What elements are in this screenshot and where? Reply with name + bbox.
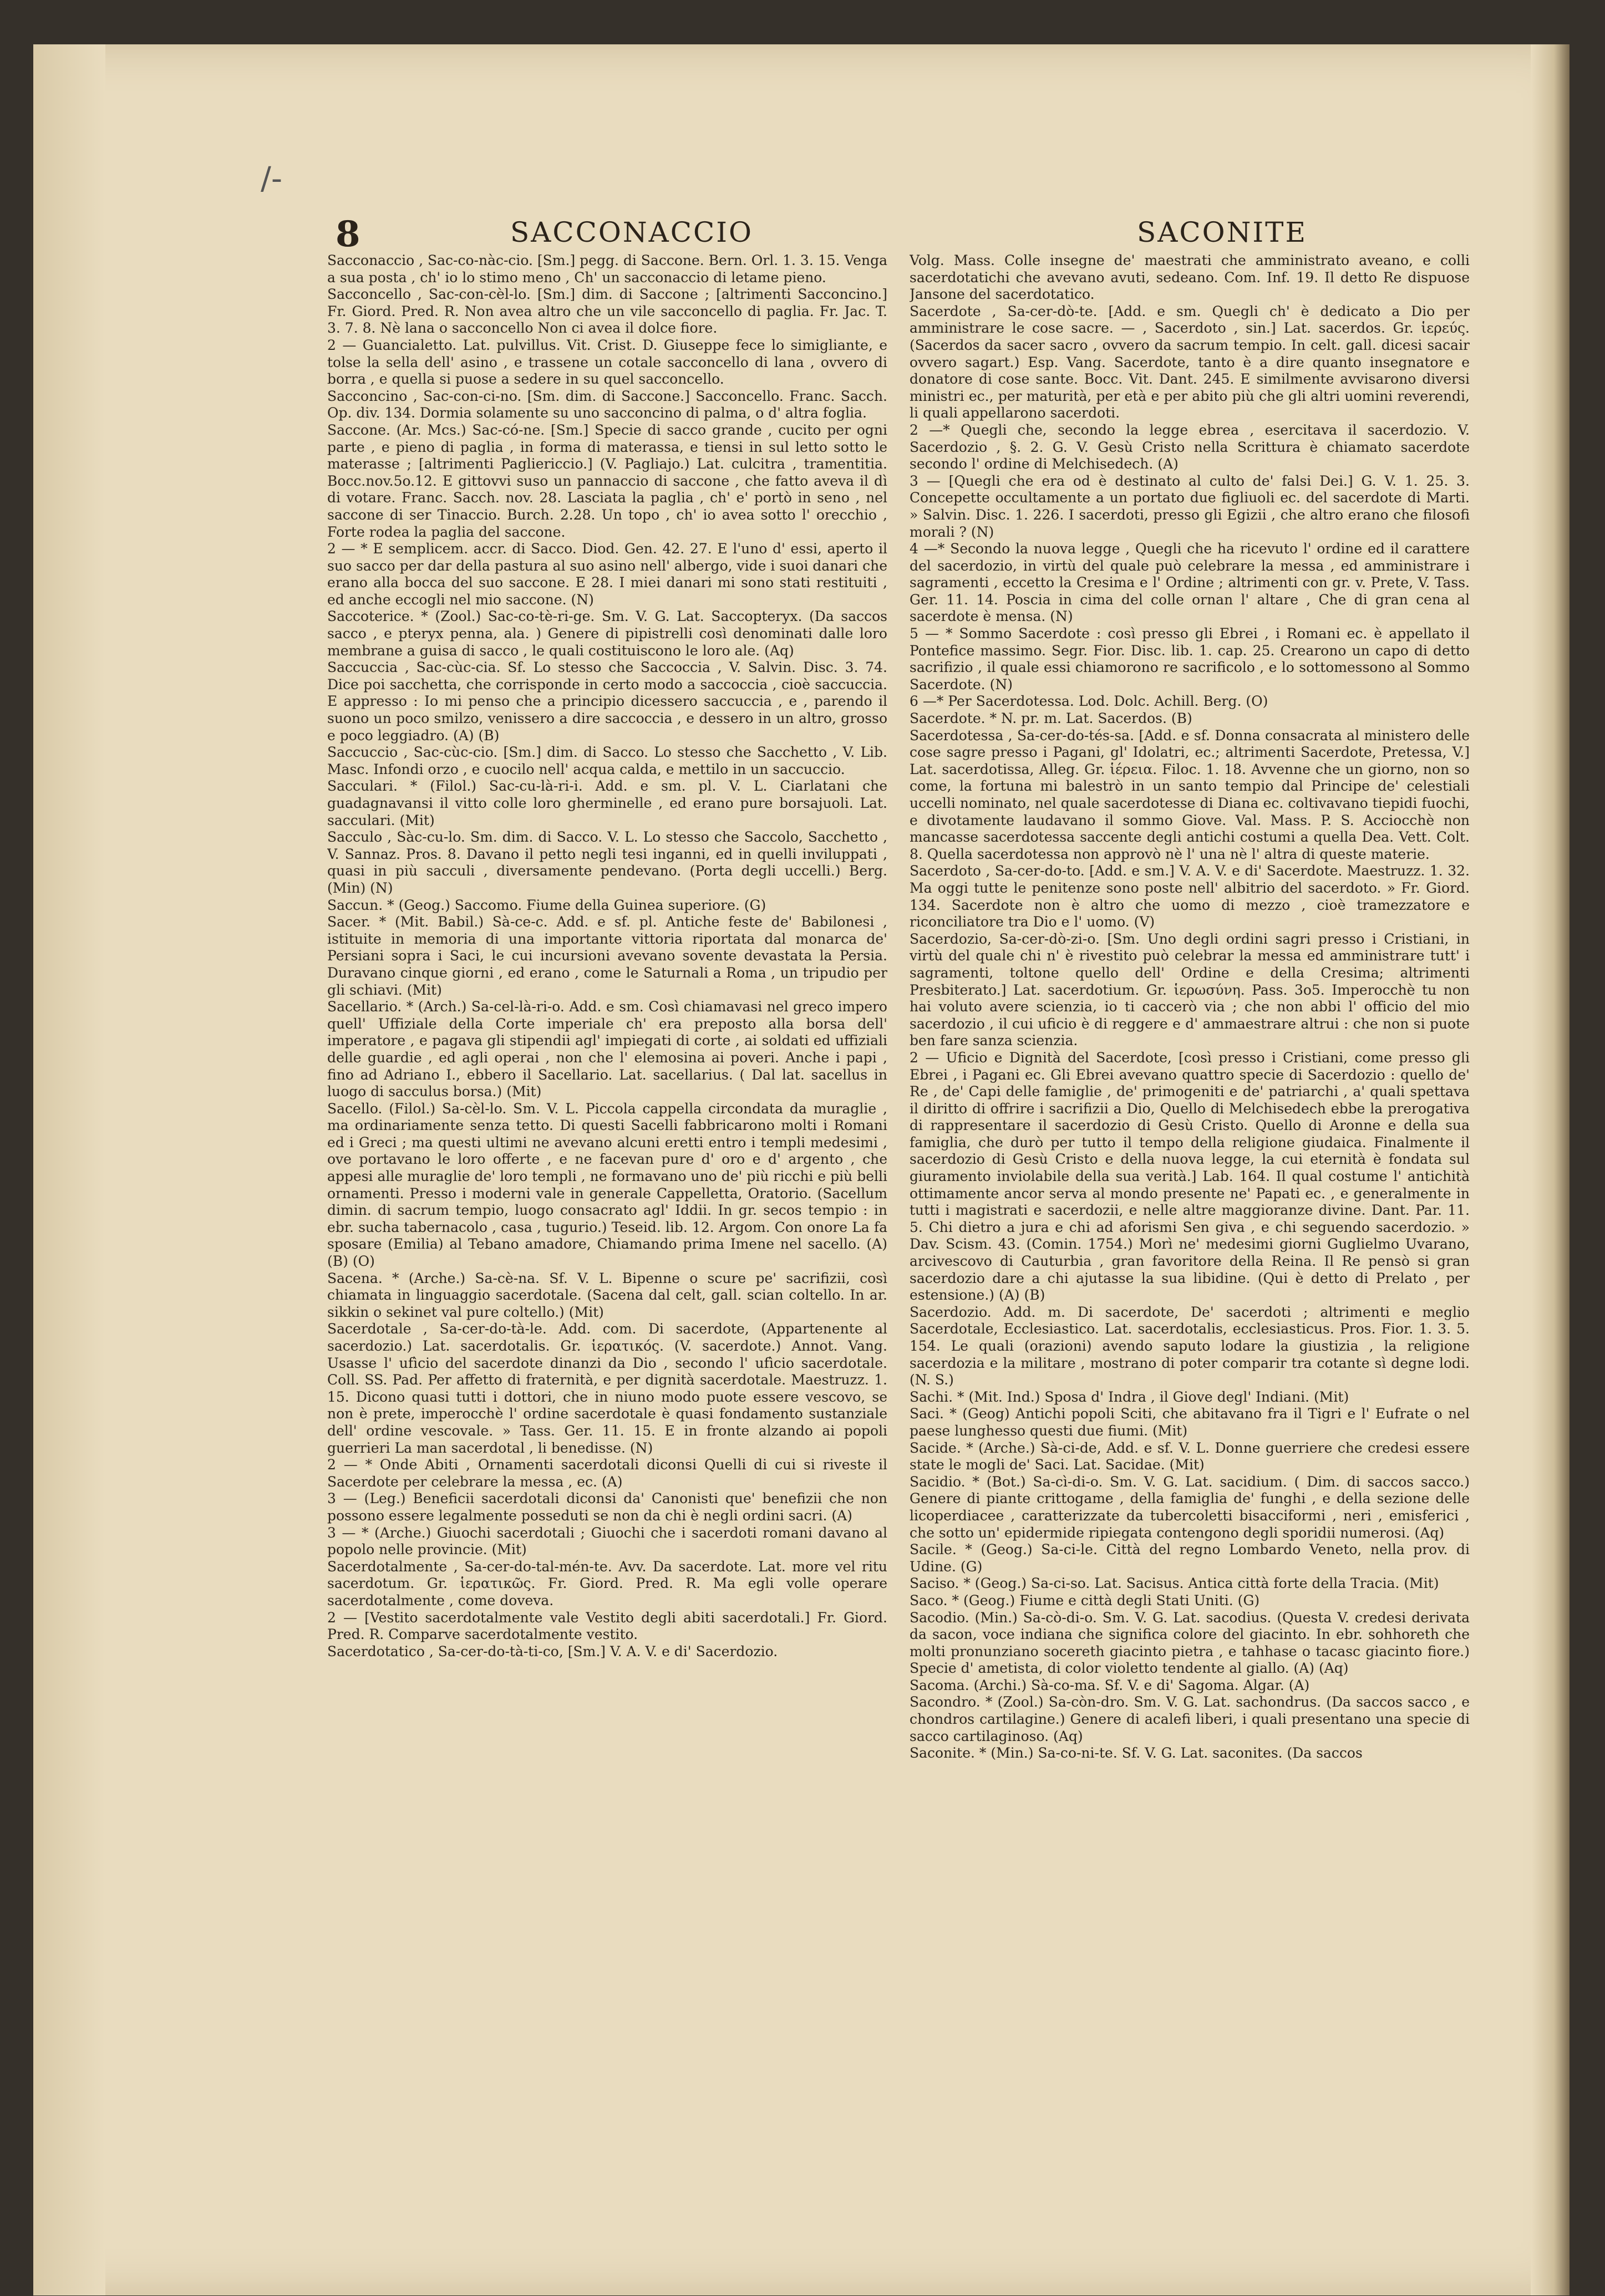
dictionary-entry: Sacena. * (Arche.) Sa-cè-na. Sf. V. L. Bipenne o scure pe' sacrifizii, così chiamata in linguaggio sacerdotale. (Sacena dal celt, gall. scian coltello. In ar. sikkin o sekinet val pure coltello.) (Mit) — [327, 1270, 887, 1320]
dictionary-entry: Sacer. * (Mit. Babil.) Sà-ce-c. Add. e sf. pl. Antiche feste de' Babilonesi , istituite in memoria di una importante vittoria riportata dal monarca de' Persiani sopra i Saci, le cui incursioni avevano sovente devastata la Persia. Duravano cinque giorni , ed erano , come le Saturnali a Roma , un tripudio per gli schiavi. (Mit) — [327, 914, 887, 998]
book-spine-shadow — [1531, 44, 1570, 2295]
dictionary-entry: Saciso. * (Geog.) Sa-ci-so. Lat. Sacisus. Antica città forte della Tracia. (Mit) — [910, 1575, 1439, 1592]
dictionary-entry: Sacile. * (Geog.) Sa-ci-le. Città del regno Lombardo Veneto, nella prov. di Udine. (G) — [910, 1541, 1470, 1575]
dictionary-entry: 2 — [Vestito sacerdotalmente vale Vestito degli abiti sacerdotali.] Fr. Giord. Pred. R. Comparve sacerdotalmente vestito. — [327, 1609, 887, 1643]
dictionary-entry: Sacello. (Filol.) Sa-cèl-lo. Sm. V. L. Piccola cappella circondata da muraglie , ma ordinariamente senza tetto. Di questi Sacelli fabbricarono molti i Romani ed i Greci ; ma questi ultimi ne avevano alcuni eretti entro i templi medesimi , ove portavano le loro offerte , e ne facevan pure d' oro e d' argento , che appesi alle muraglie de' loro templi , ne formavano uno de' più ricchi e più belli ornamenti. Presso i moderni vale in generale Cappelletta, Oratorio. (Sacellum dimin. di sacrum tempio, luogo consacrato agl' Iddii. In gr. secos tempio : in ebr. sucha tabernacolo , casa , tugurio.) Teseid. lib. 12. Argom. Con onore La fa sposare (Emilia) al Tebano amadore, Chiamando prima Imene nel sacello. (A) (B) (O) — [327, 1100, 887, 1270]
dictionary-entry: Sacellario. * (Arch.) Sa-cel-là-ri-o. Add. e sm. Così chiamavasi nel greco impero quell' Uffiziale della Corte imperiale ch' era preposto alla borsa dell' imperatore , e pagava gli stipendii agl' impiegati di corte , ai soldati ed uffiziali delle guardie , ed agli operai , non che l' elemosina ai poveri. Anche i papi , fino ad Adriano I., ebbero il Sacellario. Lat. sacellarius. ( Dal lat. sacellus in luogo di sacculus borsa.) (Mit) — [327, 999, 887, 1100]
dictionary-entry: Sacerdote , Sa-cer-dò-te. [Add. e sm. Quegli ch' è dedicato a Dio per amministrare le cose sacre. — , Sacerdoto , sin.] Lat. sacerdos. Gr. ἱερεύς. (Sacerdos da sacer sacro , ovvero da sacrum tempio. In celt. gall. dicesi sacair ovvero sagart.) Esp. Vang. Sacerdote, tanto è a dire quanto insegnatore e donatore di cose sante. Bocc. Vit. Dant. 245. E similmente avvisarono diversi ministri ec., per maturità, per età e per abito più che gli altri uomini reverendi, li quali appellarono sacerdoti. — [910, 303, 1470, 421]
dictionary-entry: 2 — Uficio e Dignità del Sacerdote, [così presso i Cristiani, come presso gli Ebrei , i Pagani ec. Gli Ebrei avevano quattro specie di Sacerdozio : quello de' Re , de' Capi delle famiglie , de' primogeniti e de' patriarchi , a' quali spettava il diritto di offrire i sacrifizii a Dio, Quello di Melchisedech ebbe la prerogativa di rappresentare il sacerdozio di Gesù Cristo. Quello di Aronne e della sua famiglia, che durò per tutto il tempo della religione giudaica. Finalmente il sacerdozio di Gesù Cristo e della nuova legge, la cui eternità è fondata sul giuramento inviolabile della sua verità.] Lab. 164. Il qual costume l' antichità ottimamente ancor serva al mondo presente ne' Papati ec. , e generalmente in tutti i magistrati e sacerdozii, e nelle altre maggioranze divine. Dant. Par. 11. 5. Chi dietro a jura e chi ad aforismi Sen giva , e chi seguendo sacerdozio. » Dav. Scism. 43. (Comin. 1754.) Morì ne' medesimi giorni Guglielmo Uvarano, arcivescovo di Cauturbia , gran favoritore della Reina. Il Re pensò si gran sacerdozio dare a chi ajutasse la sua libidine. (Qui è detto di Prelato , per estensione.) (A) (B) — [910, 1049, 1470, 1304]
dictionary-entry: 4 —* Secondo la nuova legge , Quegli che ha ricevuto l' ordine ed il carattere del sacerdozio, in virtù del quale può celebrare la messa , ed amministrare i sagramenti , eccetto la Cresima e l' Ordine ; altrimenti con gr. v. Prete, V. Tass. Ger. 11. 14. Poscia in cima del colle ornan l' altare , Che di gran cena al sacerdote è mensa. (N) — [910, 541, 1470, 625]
dictionary-entry: Sacidio. * (Bot.) Sa-cì-di-o. Sm. V. G. Lat. sacidium. ( Dim. di saccos sacco.) Genere di piante crittogame , della famiglia de' funghi , e della sezione delle licoperdiacee , caratterizzate da tubercoletti bisacciformi , neri , emisferici , che sotto un' epidermide ripiegata contengono degli sporidii numerosi. (Aq) — [910, 1473, 1470, 1541]
dictionary-entry: Saconite. * (Min.) Sa-co-ni-te. Sf. V. G. Lat. saconites. (Da saccos — [910, 1745, 1363, 1762]
dictionary-entry: Sacconcino , Sac-con-ci-no. [Sm. dim. di Saccone.] Sacconcello. Franc. Sacch. Op. div. 134. Dormia solamente su uno sacconcino di palma, o d' altra foglia. — [327, 388, 887, 421]
dictionary-entry: 3 — * (Arche.) Giuochi sacerdotali ; Giuochi che i sacerdoti romani davano al popolo nelle provincie. (Mit) — [327, 1524, 887, 1558]
dictionary-entry: Volg. Mass. Colle insegne de' maestrati che amministrato aveano, e colli sacerdotatichi che avevano avuti, sedeano. Com. Inf. 19. Il detto Re dispuose Jansone del sacerdotatico. — [910, 252, 1470, 303]
dictionary-entry: Sacerdotale , Sa-cer-do-tà-le. Add. com. Di sacerdote, (Appartenente al sacerdozio.) Lat. sacerdotalis. Gr. ἱερατικός. (V. sacerdote.) Annot. Vang. Usasse l' ufìcio del sacerdote dinanzi da Dio , secondo l' ufìcio sacerdotale. Coll. SS. Pad. Per affetto di fraternità, e per dignità sacerdotale. Maestruzz. 1. 15. Dicono quasi tutti i dottori, che in niuno modo puote essere vescovo, se non è prete, imperocchè l' ordine sacerdotale è quasi fondamento sustanziale dell' ordine vescovale. » Tass. Ger. 11. 15. E in fronte alzando ai popoli guerrieri La man sacerdotal , li benedisse. (N) — [327, 1321, 887, 1456]
dictionary-entry: Saci. * (Geog) Antichi popoli Sciti, che abitavano fra il Tigri e l' Eufrate o nel paese lunghesso questi due fiumi. (Mit) — [910, 1406, 1470, 1439]
right-column — [910, 252, 1470, 2099]
dictionary-entry: 2 — * Onde Abiti , Ornamenti sacerdotali diconsi Quelli di cui si riveste il Sacerdote per celebrare la messa , ec. (A) — [327, 1457, 887, 1490]
dictionary-entry: Sacerdozio, Sa-cer-dò-zi-o. [Sm. Uno degli ordini sagri presso i Cristiani, in virtù del quale chi n' è rivestito può celebrar la messa ed amministrare tutt' i sagramenti, toltone quello dell' Ordine e della Cresima; altrimenti Presbiterato.] Lat. sacerdotium. Gr. ἱερωσύνη. Pass. 3o5. Imperocchè tu non hai voluto avere scienzia, io ti caccerò via ; che non abbi l' officio del mio sacerdozio , il cui uficio è di reggere e d' ammaestrare altrui : che non si puote ben fare sanza scienzia. — [910, 930, 1470, 1049]
page-inner-margin — [33, 44, 105, 2295]
dictionary-entry: Sacculo , Sàc-cu-lo. Sm. dim. di Sacco. V. L. Lo stesso che Saccolo, Sacchetto , V. Sannaz. Pros. 8. Davano il petto negli tesi inganni, ed in quelli inviluppati , quasi in più sacculi , diversamente pendevano. (Porta degli uccelli.) Berg. (Min) (N) — [327, 829, 887, 896]
dictionary-entry: Saccone. (Ar. Mcs.) Sac-có-ne. [Sm.] Specie di sacco grande , cucito per ogni parte , e pieno di paglia , in forma di materassa, e tiensi in sul letto sotto le materasse ; [altrimenti Pagliericcio.] (V. Pagliajo.) Lat. culcitra , tramentitia. Bocc.nov.5o.12. E gittovvi suso un pannaccio di saccone , che fatto aveva il dì di votare. Franc. Sacch. nov. 28. Lasciata la paglia , ch' e' portò in seno , nel saccone di ser Tinaccio. Burch. 2.28. Un topo , ch' io avea sotto l' orecchio , Forte rodea la paglia del saccone. — [327, 421, 887, 540]
dictionary-entry: Sacide. * (Arche.) Sà-ci-de, Add. e sf. V. L. Donne guerriere che credesi essere state le mogli de' Saci. Lat. Sacidae. (Mit) — [910, 1439, 1470, 1473]
dictionary-entry: Sacerdoto , Sa-cer-do-to. [Add. e sm.] V. A. V. e di' Sacerdote. Maestruzz. 1. 32. Ma oggi tutte le penitenze sono poste nell' albitrio del sacerdoto. » Fr. Giord. 134. Sacerdote non è altro che uomo di mezzo , cioè tramezzatore e riconciliatore tra Dio e l' uomo. (V) — [910, 863, 1470, 930]
dictionary-entry: Saccuccio , Sac-cùc-cio. [Sm.] dim. di Sacco. Lo stesso che Sacchetto , V. Lib. Masc. Infondi orzo , e cuocilo nell' acqua calda, e mettilo in un saccuccio. — [327, 744, 887, 777]
dictionary-entry: Sacoma. (Archi.) Sà-co-ma. Sf. V. e di' Sagoma. Algar. (A) — [910, 1677, 1310, 1693]
dictionary-entry: Sacerdote. * N. pr. m. Lat. Sacerdos. (B) — [910, 710, 1192, 727]
dictionary-entry: Sacerdotessa , Sa-cer-do-tés-sa. [Add. e sf. Donna consacrata al ministero delle cose sagre presso i Pagani, gl' Idolatri, ec.; altrimenti Sacerdote, Pretessa, V.] Lat. sacerdotissa, Alleg. Gr. ἱέρεια. Filoc. 1. 18. Avvenne che un giorno, non so come, la fortuna mi balestrò in un santo tempio dal Principe de' celestiali uccelli nominato, nel quale sacerdotesse di Diana ec. coltivavano tiepidi fuochi, e divotamente laudavano il sommo Giove. Val. Mass. P. S. Acciocchè non mancasse sacerdotessa saccente degli antichi costumi a quella Dea. Vett. Colt. 8. Quella sacerdotessa non approvò nè l' una nè l' altra di queste materie. — [910, 727, 1470, 862]
dictionary-entry: Sacconaccio , Sac-co-nàc-cio. [Sm.] pegg. di Saccone. Bern. Orl. 1. 3. 15. Venga a sua posta , ch' io lo stimo meno , Ch' un sacconaccio di letame pieno. — [327, 252, 887, 286]
dictionary-entry: Sacerdozio. Add. m. Di sacerdote, De' sacerdoti ; altrimenti e meglio Sacerdotale, Ecclesiastico. Lat. sacerdotalis, ecclesiasticus. Pros. Fior. 1. 3. 5. 154. Le quali (orazioni) avendo saputo lodare la giustizia , la religione sacerdozia e la militare , mostrano di poter comparir tra cotante sì degne lodi. (N. S.) — [910, 1304, 1470, 1388]
dictionary-entry: Sacconcello , Sac-con-cèl-lo. [Sm.] dim. di Saccone ; [altrimenti Sacconcino.] Fr. Giord. Pred. R. Non avea altro che un vile sacconcello di paglia. Fr. Jac. T. 3. 7. 8. Nè lana o sacconcello Non ci avea il dolce fiore. — [327, 286, 887, 337]
dictionary-entry: Saccuccia , Sac-cùc-cia. Sf. Lo stesso che Saccoccia , V. Salvin. Disc. 3. 74. Dice poi sacchetta, che corrisponde in certo modo a saccoccia , cioè saccuccia. E appresso : Io mi penso che a principio dicessero saccuccia , e , parendo il suono un poco smilzo, venissero a dire saccoccia , e dessero in un altro, grosso e poco leggiadro. (A) (B) — [327, 659, 887, 744]
dictionary-entry: Sachi. * (Mit. Ind.) Sposa d' Indra , il Giove degl' Indiani. (Mit) — [910, 1388, 1349, 1405]
dictionary-entry: 3 — [Quegli che era od è destinato al culto de' falsi Dei.] G. V. 1. 25. 3. Concepette occultamente a un portato due figliuoli ec. del sacerdote di Marti. » Salvin. Disc. 1. 226. I sacerdoti, presso gli Egizii , che altro erano che filosofi morali ? (N) — [910, 472, 1470, 540]
pencil-mark: /- — [261, 161, 283, 197]
dictionary-entry: Sacculari. * (Filol.) Sac-cu-là-ri-i. Add. e sm. pl. V. L. Ciarlatani che guadagnavansi il vitto colle loro gherminelle , ed erano pure borsajuoli. Lat. sacculari. (Mit) — [327, 778, 887, 828]
left-column — [327, 252, 887, 2099]
dictionary-entry: 6 —* Per Sacerdotessa. Lod. Dolc. Achill. Berg. (O) — [910, 693, 1268, 710]
dictionary-entry: 2 —* Quegli che, secondo la legge ebrea , esercitava il sacerdozio. V. Sacerdozio , §. 2. G. V. Gesù Cristo nella Scrittura è chiamato sacerdote secondo l' ordine di Melchisedech. (A) — [910, 421, 1470, 472]
dictionary-entry: Sacondro. * (Zool.) Sa-còn-dro. Sm. V. G. Lat. sachondrus. (Da saccos sacco , e chondros cartilagine.) Genere di acalefi liberi, i quali presentano una specie di sacco cartilaginoso. (Aq) — [910, 1694, 1470, 1744]
page-number: 8 — [336, 213, 360, 255]
dictionary-entry: Saccoterice. * (Zool.) Sac-co-tè-ri-ge. Sm. V. G. Lat. Saccopteryx. (Da saccos sacco , e pteryx penna, ala. ) Genere di pipistrelli così denominati dalle loro membrane a guisa di sacco , le quali costituiscono le loro ale. (Aq) — [327, 608, 887, 659]
running-head-left: SACCONACCIO — [510, 216, 753, 248]
dictionary-entry: 3 — (Leg.) Beneficii sacerdotali diconsi da' Canonisti que' benefizii che non possono essere legalmente posseduti se non da chi è negli ordini sacri. (A) — [327, 1490, 887, 1524]
dictionary-entry: 2 — * E semplicem. accr. di Sacco. Diod. Gen. 42. 27. E l'uno d' essi, aperto il suo sacco per dar della pastura al suo asino nell' albergo, vide i suoi danari che erano alla bocca del suo saccone. E 28. I miei danari mi sono stati restituiti , ed anche eccogli nel mio saccone. (N) — [327, 541, 887, 608]
dictionary-entry: Sacerdotalmente , Sa-cer-do-tal-mén-te. Avv. Da sacerdote. Lat. more vel ritu sacerdotum. Gr. ἱερατικῶς. Fr. Giord. Pred. R. Ma egli volle operare sacerdotalmente , come doveva. — [327, 1558, 887, 1608]
running-head-right: SACONITE — [1137, 216, 1307, 248]
dictionary-entry: Sacerdotatico , Sa-cer-do-tà-ti-co, [Sm.] V. A. V. e di' Sacerdozio. — [327, 1643, 778, 1659]
dictionary-entry: 2 — Guancialetto. Lat. pulvillus. Vit. Crist. D. Giuseppe fece lo simigliante, e tolse la sella dell' asino , e trassene un cotale sacconcello di lana , ovvero di borra , e quella si puose a sedere in su quel sacconcello. — [327, 337, 887, 388]
dictionary-entry: Saccun. * (Geog.) Saccomo. Fiume della Guinea superiore. (G) — [327, 897, 766, 913]
dictionary-entry: Sacodio. (Min.) Sa-cò-di-o. Sm. V. G. Lat. sacodius. (Questa V. credesi derivata da sacon, voce indiana che significa colore del giacinto. In ebr. sohhoreth che molti pronunziano socereth giacinto pietra , e tahhase o tacasc giacinto fiore.) Specie d' ametista, di color violetto tendente al giallo. (A) (Aq) — [910, 1609, 1470, 1677]
dictionary-entry: 5 — * Sommo Sacerdote : così presso gli Ebrei , i Romani ec. è appellato il Pontefice massimo. Segr. Fior. Disc. lib. 1. cap. 25. Crearono un capo di detto sacrifizio , il quale essi chiamorono re sacrificolo , e lo sottomessono al Sommo Sacerdote. (N) — [910, 625, 1470, 693]
dictionary-entry: Saco. * (Geog.) Fiume e città degli Stati Uniti. (G) — [910, 1592, 1260, 1608]
